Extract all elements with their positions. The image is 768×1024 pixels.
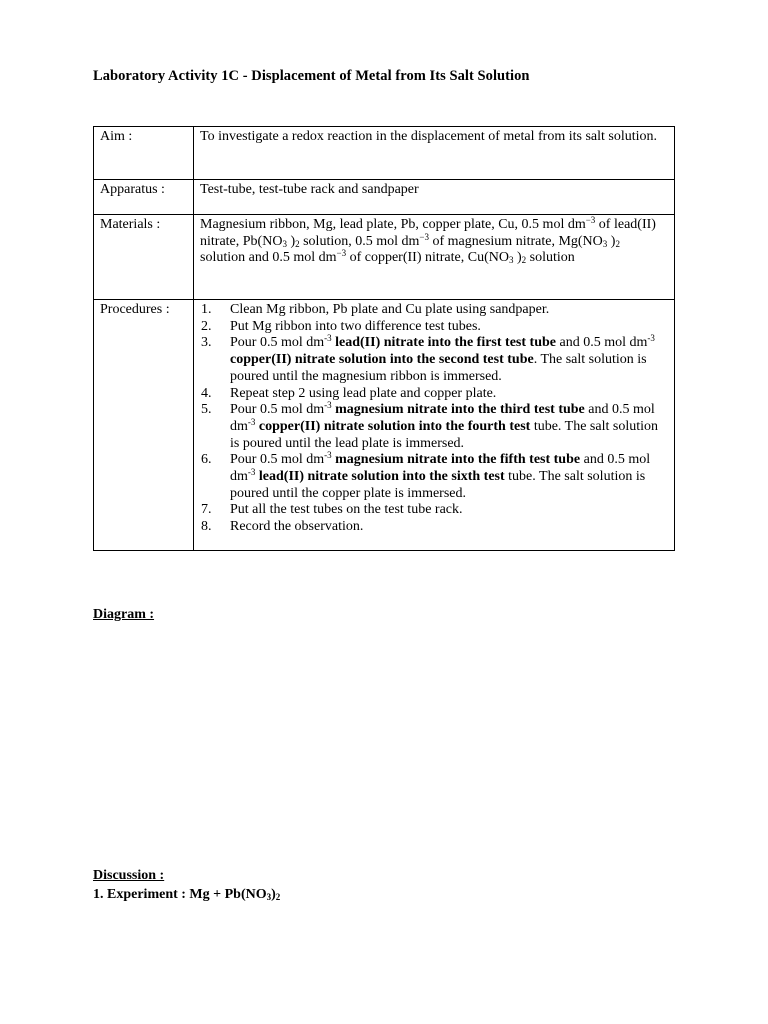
diagram-heading: Diagram : xyxy=(93,607,155,622)
procedure-step-3: 3. Pour 0.5 mol $dm^{-3}$ lead(II) nitrate into the first test tube and 0.5 mol $dm^{-3}$ copper(II) nitrate solution into the second test tube. The salt solution is poured until the magnesium ribbon is immersed. xyxy=(201,333,655,384)
procedures-list xyxy=(200,302,668,536)
procedure-step-7: 7. Put all the test tubes on the test tube rack. xyxy=(201,502,463,518)
procedures-label: Procedures : xyxy=(94,300,194,551)
aim-text: To investigate a redox reaction in the displacement of metal from its salt solution. xyxy=(194,127,675,180)
table-row-aim xyxy=(94,127,675,180)
aim-label: Aim : xyxy=(94,127,194,180)
procedures-list-cell xyxy=(194,300,675,551)
procedure-step-6: 6. Pour 0.5 mol $dm^{-3}$ magnesium nitrate into the fifth test tube and 0.5 mol $dm^{-3}$ lead(II) nitrate solution into the sixth test tube. The salt solution is poured until the copper plate is immersed. xyxy=(201,450,651,501)
procedure-step-4: 4. Repeat step 2 using lead plate and copper plate. xyxy=(201,385,497,401)
discussion-heading: Discussion : xyxy=(93,868,165,883)
table-row-materials xyxy=(94,215,675,300)
procedure-step-5: 5. Pour 0.5 mol $dm^{-3}$ magnesium nitrate into the third test tube and 0.5 mol $dm^{-3}$ copper(II) nitrate solution into the fourth test tube. The salt solution is poured until the lead plate is immersed. xyxy=(201,400,658,451)
procedure-step-8: 8. Record the observation. xyxy=(201,519,364,535)
lab-activity-table xyxy=(93,126,675,551)
table-row-apparatus xyxy=(94,180,675,215)
experiment-heading: 1. Experiment : $Mg + Pb(NO_3)_2$ xyxy=(93,887,281,902)
procedure-step-2: 2. Put Mg ribbon into two difference test tubes. xyxy=(201,318,481,334)
materials-label: Materials : xyxy=(94,215,194,300)
apparatus-label: Apparatus : xyxy=(94,180,194,215)
table-row-procedures xyxy=(94,300,675,551)
page-title: Laboratory Activity 1C - Displacement of Metal from Its Salt Solution xyxy=(93,68,530,84)
apparatus-text: Test-tube, test-tube rack and sandpaper xyxy=(194,180,675,215)
materials-text: Magnesium ribbon, Mg, lead plate, Pb, copper plate, Cu, 0.5 mol $dm^{-3}$ of lead(II) nitrate, $Pb(NO_3$ )$_2$ solution, 0.5 mol $dm^{-3}$ of magnesium nitrate, $Mg(NO_3$ )$_2$ solution and 0.5 mol $dm^{-3}$ of copper(II) nitrate, $Cu(NO_3$ )$_2$ solution xyxy=(194,215,675,300)
procedure-step-1: 1. Clean Mg ribbon, Pb plate and Cu plate using sandpaper. xyxy=(201,302,550,317)
